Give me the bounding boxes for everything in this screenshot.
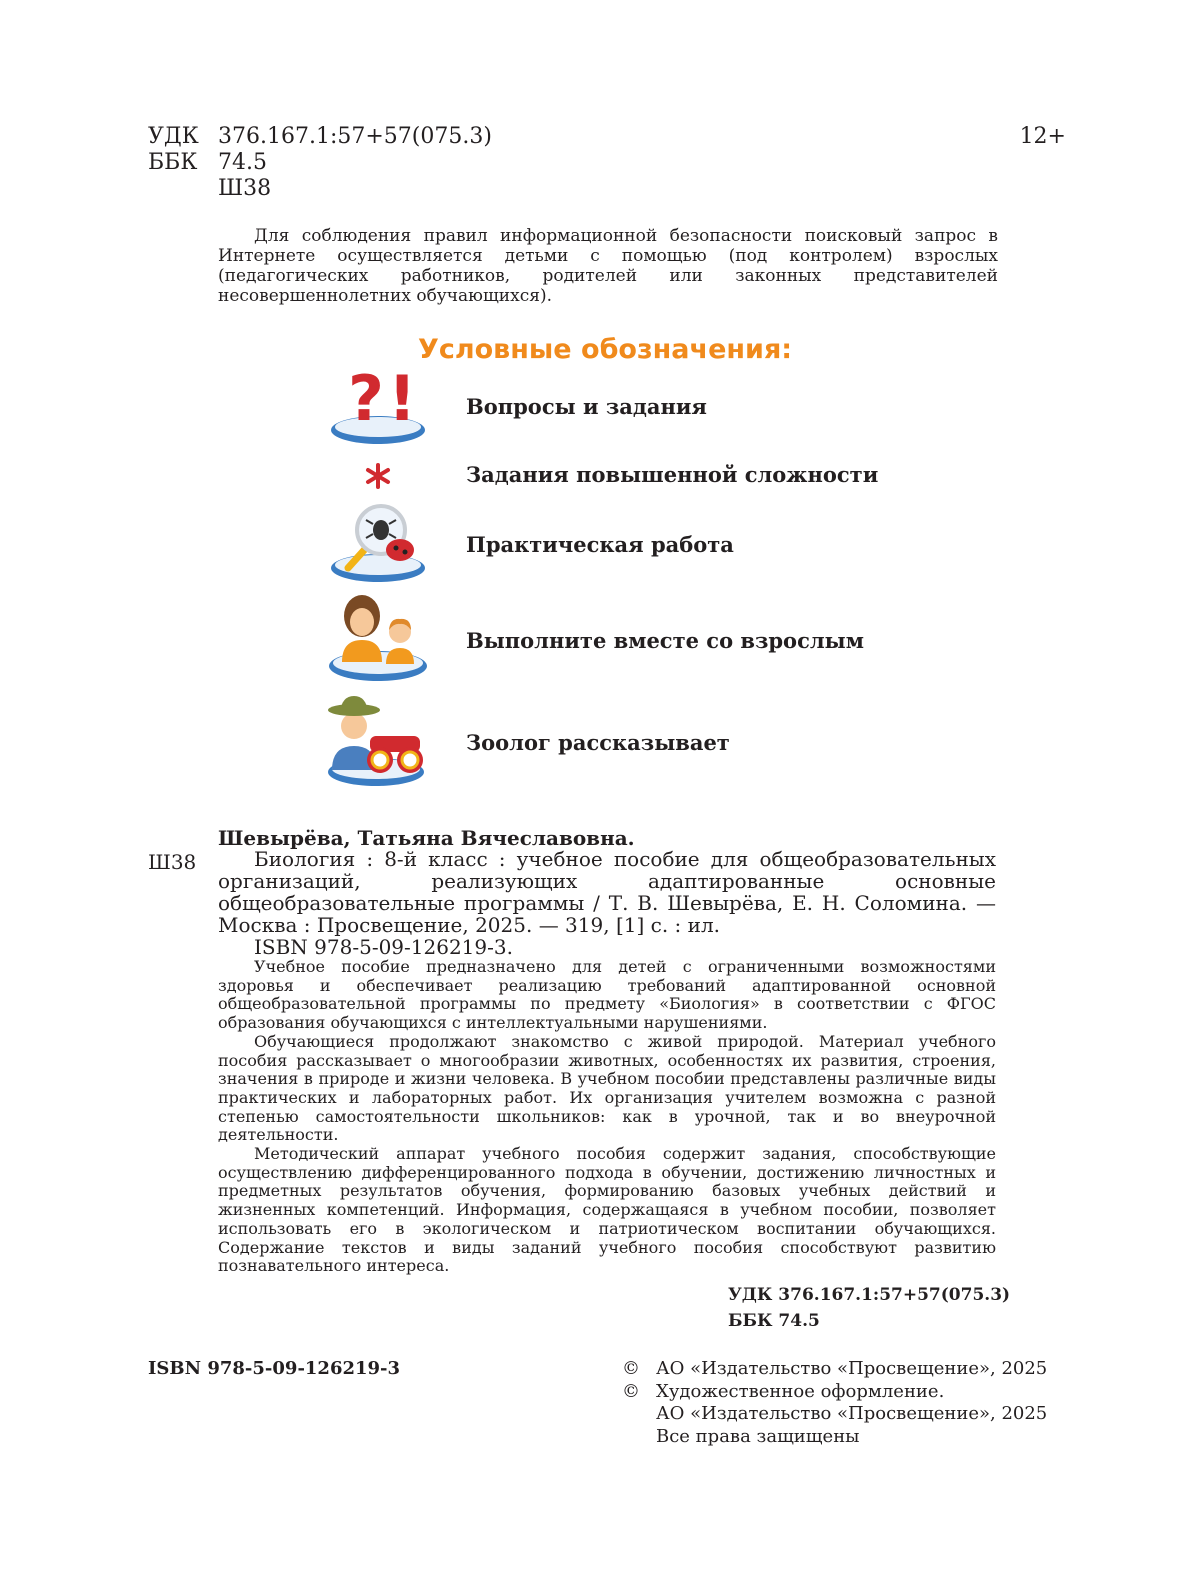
author-name: Шевырёва, Татьяна Вячеславовна. — [218, 826, 635, 850]
safety-notice: Для соблюдения правил информационной безопасности поисковый запрос в Интернете осуществляется детьми с помощью (под контролем) взрослых (педагогических работников, родителей или законных представителей несовершеннолетних обучающихся). — [218, 226, 998, 306]
bbk-label: ББК — [148, 150, 198, 175]
udk-label: УДК — [148, 124, 199, 149]
bbk-line: ББК 74.5 — [728, 1311, 820, 1331]
isbn-line: ISBN 978-5-09-126219-3. — [254, 935, 513, 959]
copyright-publisher: АО «Издательство «Просвещение», 2025 — [656, 1358, 1048, 1379]
abstract — [218, 958, 996, 1276]
udk-line: УДК 376.167.1:57+57(075.3) — [728, 1285, 1011, 1305]
bbk-value: 74.5 — [218, 150, 267, 175]
asterisk-icon — [364, 462, 392, 490]
adult-child-icon — [324, 590, 432, 686]
bibliographic-record — [218, 848, 996, 958]
catalog-codes — [148, 124, 492, 202]
legend-title: Условные обозначения: — [418, 334, 793, 365]
legend-item-questions: Вопросы и задания — [466, 394, 707, 419]
isbn: ISBN 978-5-09-126219-3 — [148, 1358, 401, 1379]
magnifier-ladybug-icon — [326, 500, 430, 586]
catalog-index — [728, 1282, 1010, 1334]
age-rating: 12+ — [1019, 124, 1066, 149]
udk-value: 376.167.1:57+57(075.3) — [218, 124, 492, 149]
catalog-author-code: Ш38 — [148, 850, 197, 874]
svg-text:?: ? — [348, 362, 384, 435]
bibliographic-description: Биология : 8-й класс : учебное пособие для общеобразовательных организаций, реализующих адаптированные основные общеобразовательные программы / Т. В. Шевырёва, Е. Н. Соломина. — Москва : Просвещение, 2025. — 319, [1] с. : ил. — [218, 847, 996, 937]
abstract-paragraph-2: Обучающиеся продолжают знакомство с живой природой. Материал учебного пособия рассказывает о многообразии животных, особенностях их развития, строения, значения в природе и жизни человека. В учебном пособии представлены различные виды практических и лабораторных работ. Их организация учителем возможна с разной степенью самостоятельности школьников: как в урочной, так и во внеурочной деятельности. — [218, 1031, 996, 1145]
legend-item-practical: Практическая работа — [466, 532, 734, 557]
question-exclamation-icon — [326, 362, 430, 448]
legend-item-zoologist: Зоолог рассказывает — [466, 730, 730, 755]
abstract-paragraph-3: Методический аппарат учебного пособия содержит задания, способствующие осуществлению дифференцированного подхода в обучении, достижению личностных и предметных результатов обучения, формированию базовых учебных действий и жизненных компетенций. Информация, содержащаяся в учебном пособии, позволяет использовать его в экологическом и патриотическом воспитании обучающихся. Содержание текстов и виды заданий учебного пособия способствуют развитию познавательного интереса. — [218, 1144, 996, 1276]
zoologist-binoculars-icon — [322, 690, 434, 790]
rights-reserved: Все права защищены — [656, 1425, 860, 1447]
copyright-block — [622, 1358, 1047, 1448]
legend-item-advanced: Задания повышенной сложности — [466, 462, 879, 487]
author-code: Ш38 — [218, 176, 272, 201]
legend-item-with-adult: Выполните вместе со взрослым — [466, 628, 864, 653]
copyright-symbol: © — [622, 1358, 640, 1379]
copyright-design: Художественное оформление. — [656, 1380, 945, 1402]
copyright-symbol: © — [622, 1380, 640, 1402]
copyright-design-publisher: АО «Издательство «Просвещение», 2025 — [656, 1403, 1048, 1424]
svg-text:!: ! — [388, 362, 417, 435]
abstract-paragraph-1: Учебное пособие предназначено для детей с ограниченными возможностями здоровья и обеспечивает реализацию требований адаптированной основной общеобразовательной программы по предмету «Биология» в соответствии с ФГОС образования обучающихся с интеллектуальными нарушениями. — [218, 957, 996, 1033]
